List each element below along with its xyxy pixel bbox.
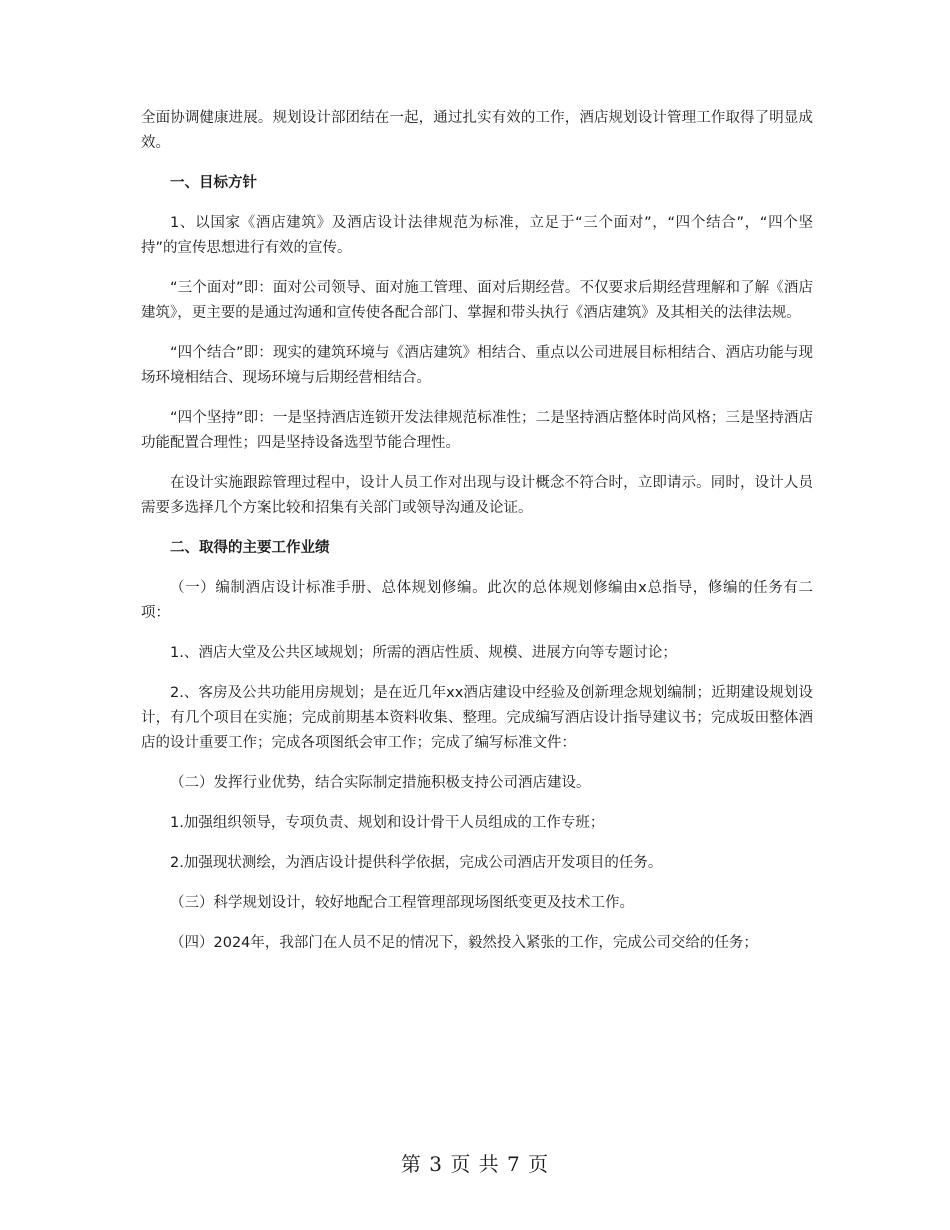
- paragraph: 全面协调健康进展。规划设计部团结在一起，通过扎实有效的工作，酒店规划设计管理工作取得了明显成效。: [141, 110, 813, 151]
- page-number-footer: 第 3 页 共 7 页: [400, 1152, 550, 1176]
- paragraph: （一）编制酒店设计标准手册、总体规划修编。此次的总体规划修编由x总指导，修编的任务有二项：: [141, 580, 813, 621]
- list-item: 1.加强组织领导，专项负责、规划和设计骨干人员组成的工作专班；: [170, 815, 605, 831]
- paragraph: （四）2024年，我部门在人员不足的情况下，毅然投入紧张的工作，完成公司交给的任务；: [170, 935, 758, 951]
- paragraph: “四个结合”即：现实的建筑环境与《酒店建筑》相结合、重点以公司进展目标相结合、酒店功能与现场环境相结合、现场环境与后期经营相结合。: [141, 345, 813, 386]
- paragraph: 在设计实施跟踪管理过程中，设计人员工作对出现与设计概念不符合时，立即请示。同时，设计人员需要多选择几个方案比较和招集有关部门或领导沟通及论证。: [141, 475, 813, 516]
- section-heading: 二、取得的主要工作业绩: [170, 540, 330, 556]
- paragraph: “三个面对”即：面对公司领导、面对施工管理、面对后期经营。不仅要求后期经营理解和了解《酒店建筑》，更主要的是通过沟通和宣传使各配合部门、掌握和带头执行《酒店建筑》及其相关的法律法规。: [141, 280, 813, 321]
- paragraph: （三）科学规划设计，较好地配合工程管理部现场图纸变更及技术工作。: [170, 895, 634, 911]
- list-item: 1.、酒店大堂及公共区域规划；所需的酒店性质、规模、进展方向等专题讨论；: [170, 645, 677, 661]
- paragraph: 1、以国家《酒店建筑》及酒店设计法律规范为标准，立足于“三个面对”，“四个结合”，“四个坚持”的宣传思想进行有效的宣传。: [141, 215, 813, 256]
- document-body: [141, 106, 813, 971]
- section-heading: 一、目标方针: [170, 175, 257, 191]
- list-item: 2.加强现状测绘，为酒店设计提供科学依据，完成公司酒店开发项目的任务。: [170, 855, 663, 871]
- list-item: 2.、客房及公共功能用房规划；是在近几年xx酒店建设中经验及创新理念规划编制；近期建设规划设计，有几个项目在实施；完成前期基本资料收集、整理。完成编写酒店设计指导建议书；完成坂田整体酒店的设计重要工作；完成各项图纸会审工作；完成了编写标准文件：: [141, 685, 813, 751]
- paragraph: “四个坚持”即：一是坚持酒店连锁开发法律规范标准性；二是坚持酒店整体时尚风格；三是坚持酒店功能配置合理性；四是坚持设备选型节能合理性。: [141, 410, 813, 451]
- paragraph: （二）发挥行业优势，结合实际制定措施积极支持公司酒店建设。: [170, 775, 591, 791]
